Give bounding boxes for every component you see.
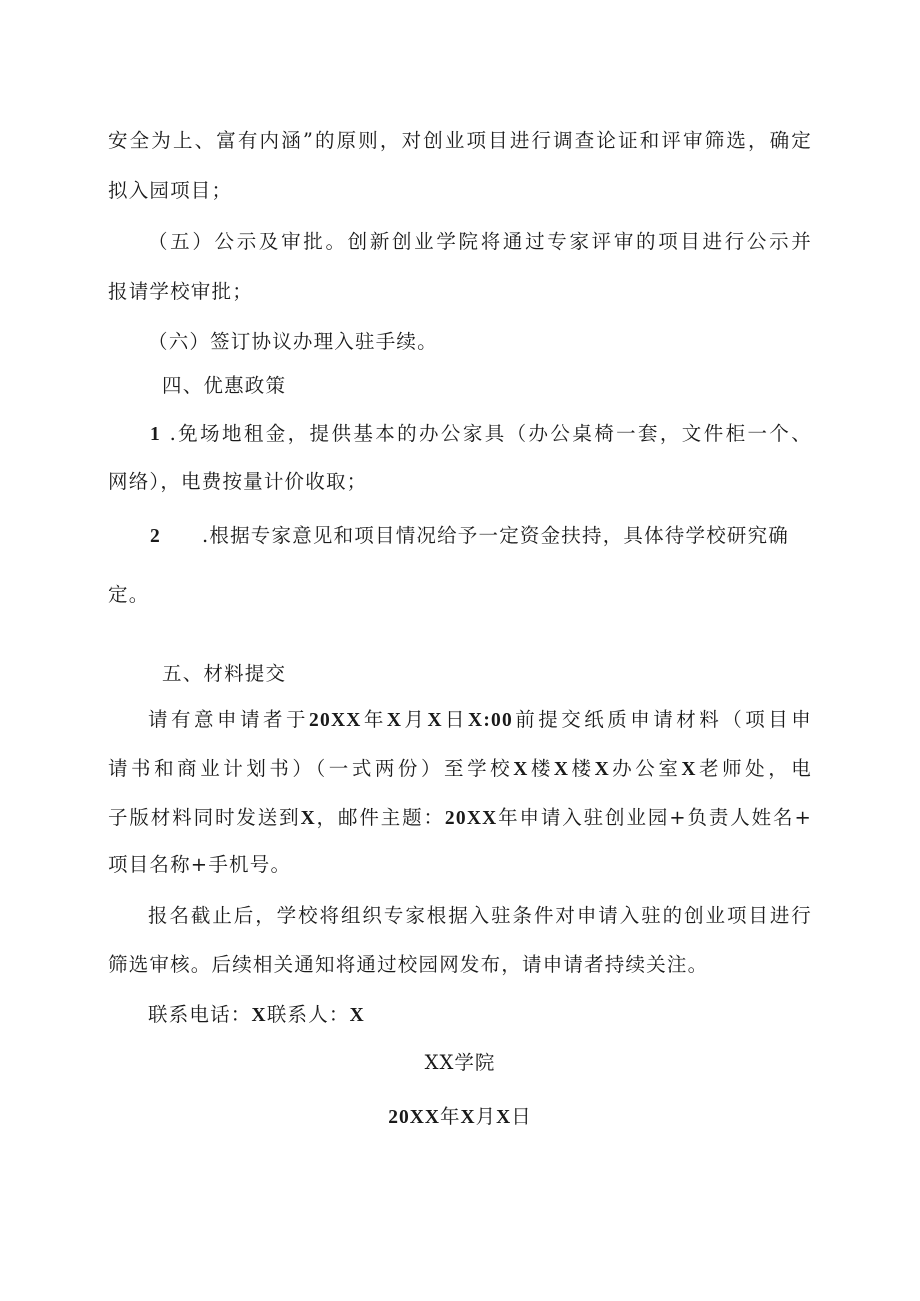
paragraph-line: 拟入园项目； bbox=[108, 179, 233, 202]
contact-line bbox=[148, 1002, 812, 1029]
date-unit: 日 bbox=[511, 1105, 532, 1128]
signature-date bbox=[0, 1104, 920, 1131]
text-run-bold: X bbox=[513, 759, 529, 780]
signature-organization: XX学院 bbox=[424, 1051, 496, 1074]
text-run-bold: 20XX bbox=[444, 808, 498, 829]
paragraph-line: （六）签订协议办理入驻手续。 bbox=[148, 330, 438, 353]
section-heading: 四、优惠政策 bbox=[162, 374, 287, 397]
date-unit: 年 bbox=[439, 1105, 461, 1128]
text-run: 年 bbox=[361, 708, 387, 731]
list-number: 2 bbox=[150, 526, 161, 547]
paragraph-line: 报名截止后，学校将组织专家根据入驻条件对申请入驻的创业项目进行 bbox=[148, 904, 812, 927]
text-run: 月 bbox=[402, 708, 428, 731]
text-run: 楼 bbox=[528, 757, 554, 780]
paragraph-line bbox=[148, 707, 812, 734]
text-run-bold: X bbox=[553, 759, 570, 780]
paragraph-line: 网络），电费按量计价收取； bbox=[108, 470, 368, 493]
text-run-bold: 20XX bbox=[309, 710, 362, 731]
list-item bbox=[150, 523, 812, 550]
text-run-bold: X:00 bbox=[468, 710, 513, 731]
paragraph-line bbox=[108, 756, 812, 783]
date-day: X bbox=[496, 1107, 512, 1128]
paragraph-line: 报请学校审批； bbox=[108, 280, 253, 303]
text-run: 前提交纸质申请材料（项目申 bbox=[512, 708, 812, 731]
text-run: 楼 bbox=[569, 757, 595, 780]
paragraph-line: 项目名称+手机号。 bbox=[108, 853, 292, 876]
text-run: 请有意申请者于 bbox=[148, 708, 310, 731]
date-unit: 月 bbox=[475, 1105, 497, 1128]
text-run: 请书和商业计划书）（一式两份）至学校 bbox=[108, 757, 514, 780]
paragraph-line: 定。 bbox=[108, 583, 150, 606]
paragraph-line: 筛选审核。后续相关通知将通过校园网发布，请申请者持续关注。 bbox=[108, 953, 709, 976]
text-run: 日 bbox=[442, 708, 469, 731]
paragraph-line: （五）公示及审批。创新创业学院将通过专家评审的项目进行公示并 bbox=[148, 230, 812, 253]
paragraph-line bbox=[108, 805, 812, 832]
text-run-bold: X bbox=[386, 710, 403, 731]
paragraph-line: 安全为上、富有内涵”的原则，对创业项目进行调查论证和评审筛选，确定 bbox=[108, 129, 812, 152]
contact-phone-label: 联系电话： bbox=[148, 1003, 252, 1026]
contact-person-value: X bbox=[349, 1005, 365, 1026]
list-text: .根据专家意见和项目情况给予一定资金扶持，具体待学校研究确 bbox=[202, 524, 789, 547]
section-heading: 五、材料提交 bbox=[162, 662, 287, 685]
date-month: X bbox=[460, 1107, 476, 1128]
text-run: 年申请入驻创业园+负责人姓名+ bbox=[497, 806, 812, 829]
list-text: .免场地租金，提供基本的办公家具（办公桌椅一套，文件柜一个、 bbox=[169, 422, 813, 445]
text-run: 子版材料同时发送到 bbox=[108, 806, 301, 829]
text-run-bold: X bbox=[681, 759, 697, 780]
text-run-bold: X bbox=[300, 808, 316, 829]
date-year: 20XX bbox=[388, 1107, 440, 1128]
contact-person-label: 联系人： bbox=[266, 1003, 350, 1026]
text-run-bold: X bbox=[594, 759, 610, 780]
list-number: 1 bbox=[150, 424, 161, 445]
text-run: 办公室 bbox=[609, 757, 682, 780]
text-run: 老师处，电 bbox=[696, 757, 812, 780]
text-run: ，邮件主题： bbox=[315, 806, 445, 829]
list-item bbox=[150, 421, 812, 448]
text-run-bold: X bbox=[427, 710, 443, 731]
contact-phone-value: X bbox=[251, 1005, 267, 1026]
